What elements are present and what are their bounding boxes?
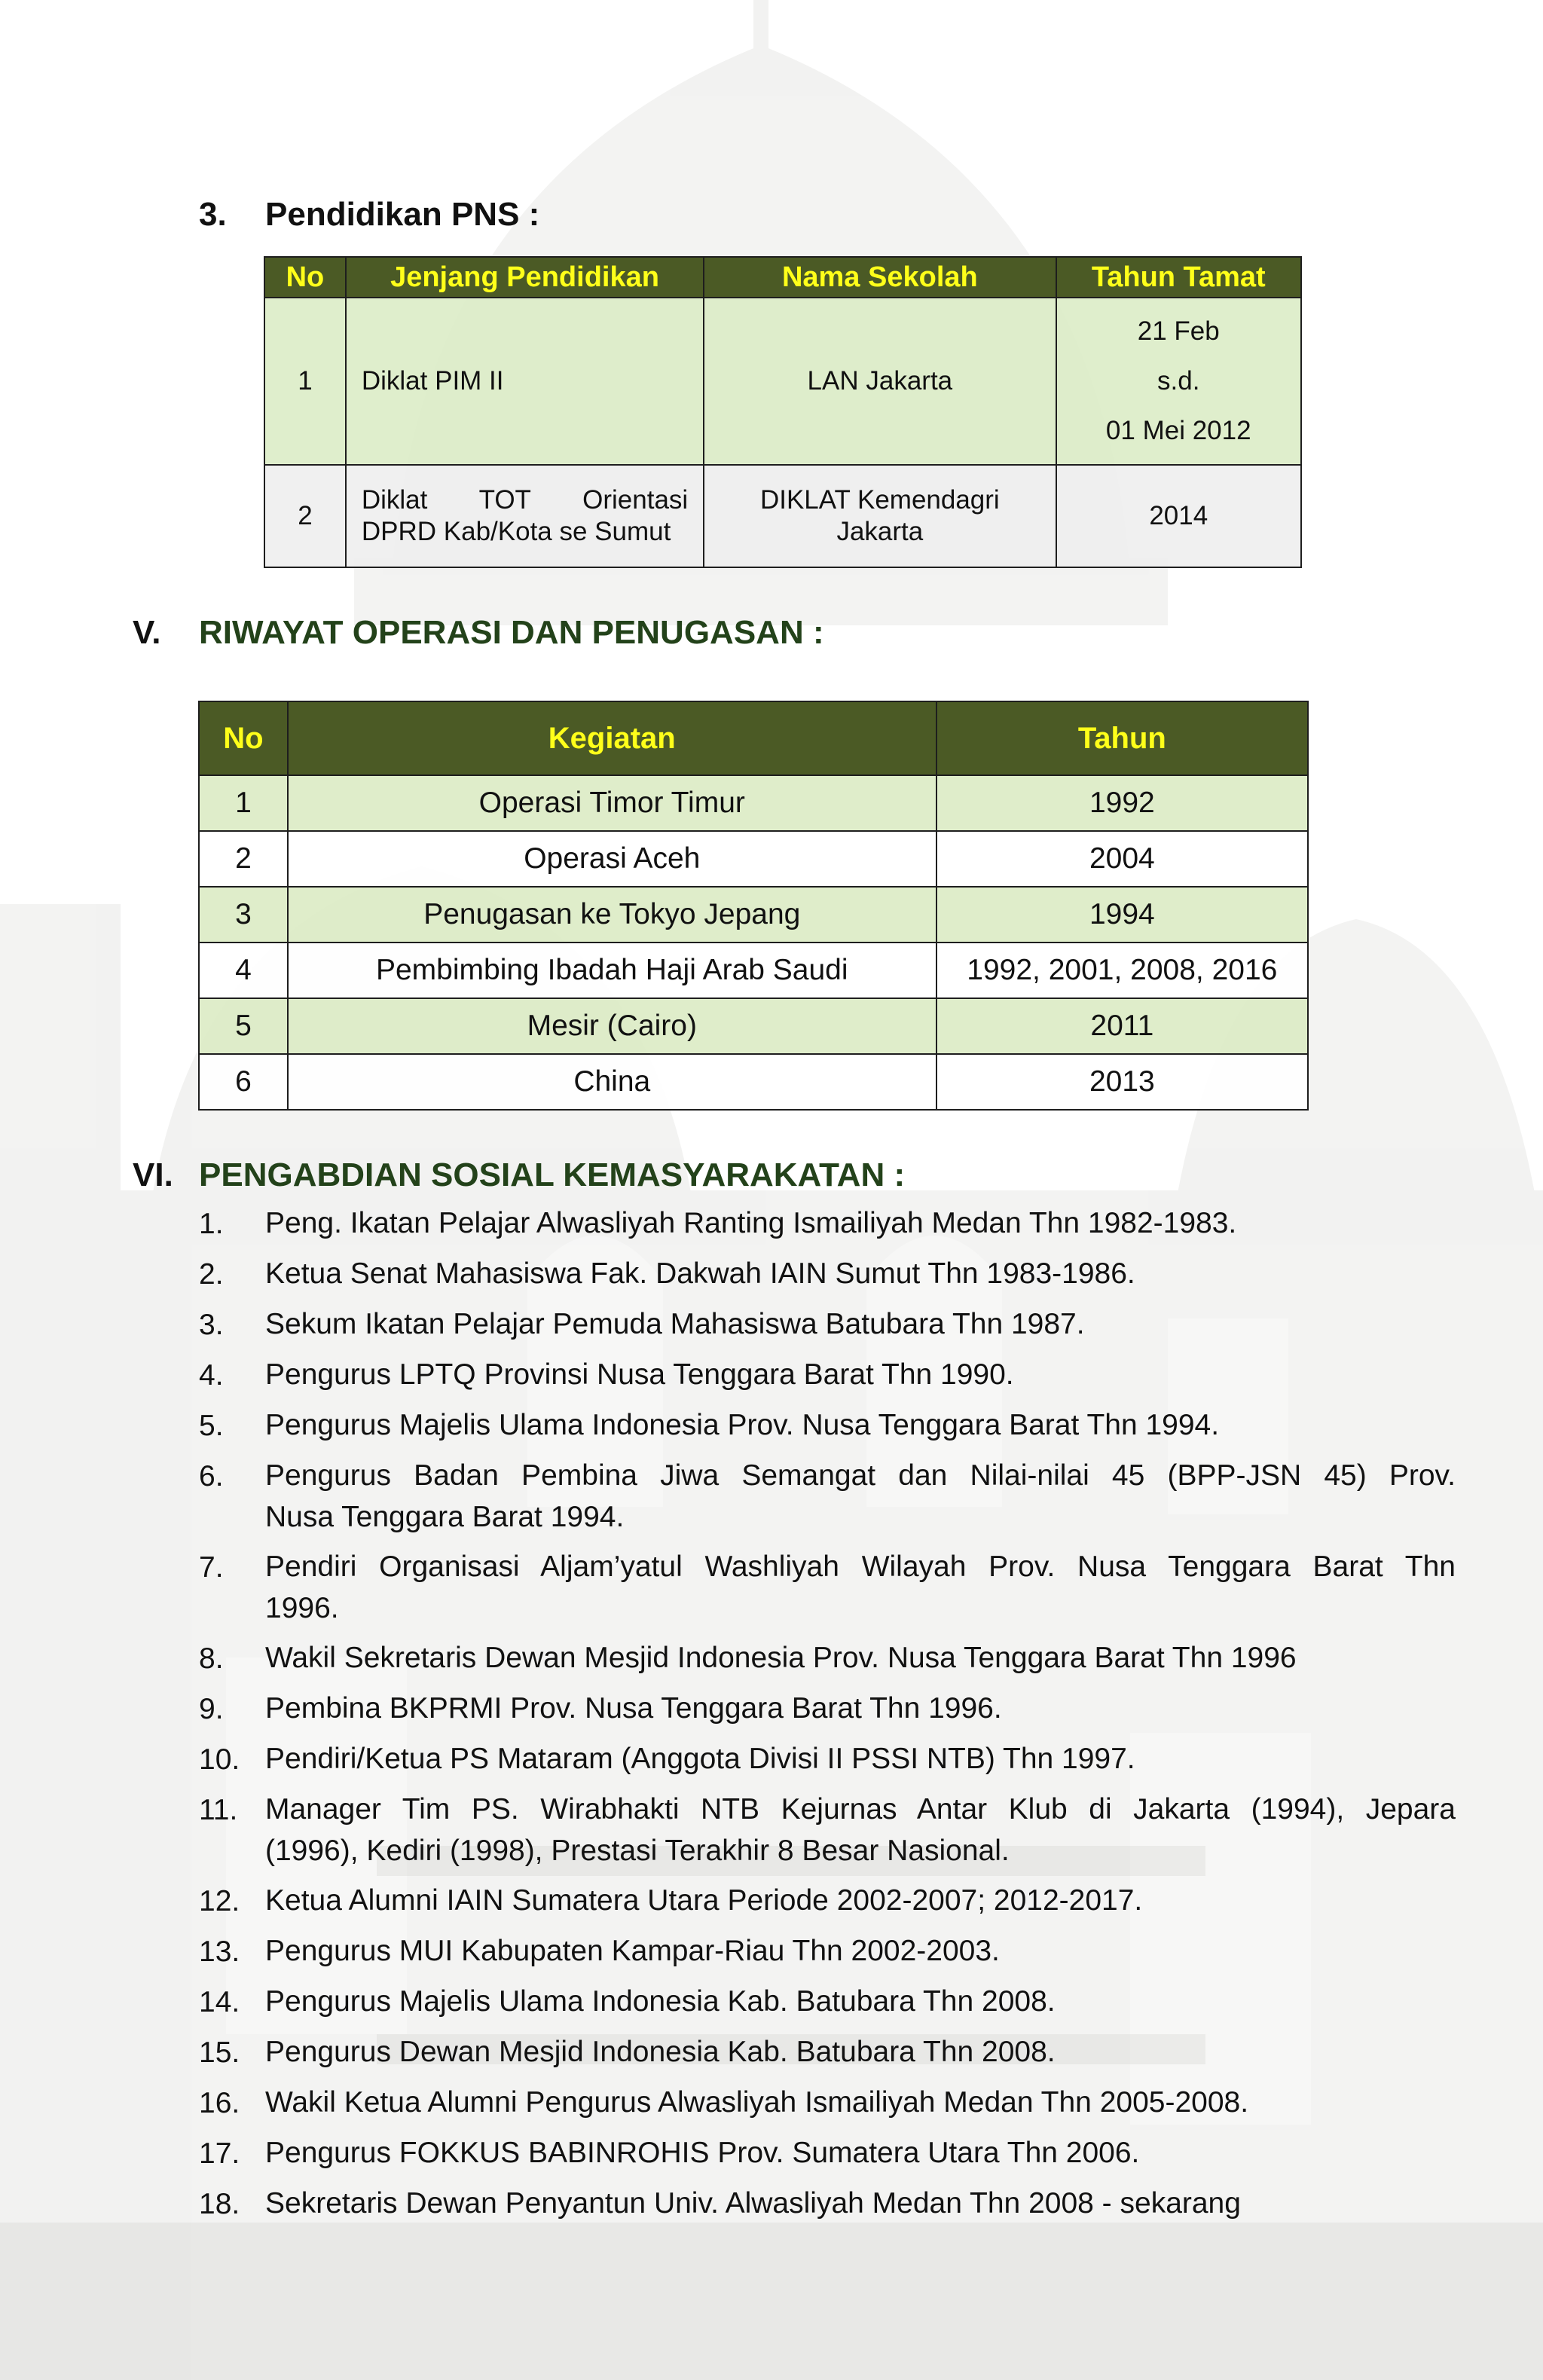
cell-no: 6 [199,1054,288,1110]
table-row [264,298,1301,465]
list-item-number: 17. [199,2137,240,2170]
cell-kegiatan: Penugasan ke Tokyo Jepang [288,887,936,943]
section-v-number: V. [133,614,161,651]
cell-tahun [1056,298,1302,465]
tahun-line: 21 Feb [1137,316,1220,346]
jenjang-line: DPRD Kab/Kota se Sumut [361,517,671,546]
cell-jenjang [346,465,704,567]
list-item: Pendiri/Ketua PS Mataram (Anggota Divisi II PSSI NTB) Thn 1997. [265,1743,1135,1775]
list-item: Pengurus MUI Kabupaten Kampar-Riau Thn 2002-2003. [265,1935,1000,1967]
table-row [199,831,1308,887]
list-item: Peng. Ikatan Pelajar Alwasliyah Ranting Ismailiyah Medan Thn 1982-1983. [265,1207,1237,1239]
list-item-number: 7. [199,1551,224,1584]
cell-tahun: 2013 [936,1054,1308,1110]
list-item-line: (1996), Kediri (1998), Prestasi Terakhir 8 Besar Nasional. [265,1835,1010,1867]
list-item: Wakil Ketua Alumni Pengurus Alwasliyah Ismailiyah Medan Thn 2005-2008. [265,2086,1249,2119]
list-item-number: 16. [199,2087,240,2119]
cell-tahun: 1992 [936,775,1308,831]
list-item: Wakil Sekretaris Dewan Mesjid Indonesia Prov. Nusa Tenggara Barat Thn 1996 [265,1642,1297,1674]
list-item-line: Pengurus Badan Pembina Jiwa Semangat dan Nilai-nilai 45 (BPP-JSN 45) Prov. [265,1459,1456,1492]
cell-no: 2 [264,465,346,567]
list-item-line: Pendiri Organisasi Aljam’yatul Washliyah Wilayah Prov. Nusa Tenggara Barat Thn [265,1551,1456,1583]
tahun-line: s.d. [1157,366,1200,396]
section-vi-title: PENGABDIAN SOSIAL KEMASYARAKATAN : [199,1156,906,1193]
header-tahun: Tahun [936,701,1308,775]
tahun-line: 01 Mei 2012 [1105,416,1251,445]
list-item: Pengurus Majelis Ulama Indonesia Kab. Batubara Thn 2008. [265,1985,1056,2018]
list-item-number: 1. [199,1208,224,1240]
cell-kegiatan: Operasi Timor Timur [288,775,936,831]
sekolah-line: Jakarta [836,517,924,546]
table-row [199,1054,1308,1110]
cell-jenjang: Diklat PIM II [346,298,704,465]
header-kegiatan: Kegiatan [288,701,936,775]
jenjang-line: Diklat TOT Orientasi [361,485,689,515]
cell-no: 1 [199,775,288,831]
list-item-number: 12. [199,1885,240,1917]
cell-kegiatan: Mesir (Cairo) [288,998,936,1054]
list-item-number: 11. [199,1794,238,1826]
list-item: Ketua Alumni IAIN Sumatera Utara Periode 2002-2007; 2012-2017. [265,1884,1143,1917]
table-row [199,998,1308,1054]
header-jenjang: Jenjang Pendidikan [346,257,704,298]
table-header-row [264,257,1301,298]
header-sekolah: Nama Sekolah [704,257,1056,298]
list-item-line: Nusa Tenggara Barat 1994. [265,1501,625,1533]
cell-kegiatan: Pembimbing Ibadah Haji Arab Saudi [288,943,936,998]
list-item: Pengurus FOKKUS BABINROHIS Prov. Sumatera Utara Thn 2006. [265,2137,1140,2169]
list-item-number: 5. [199,1410,224,1442]
list-item: Sekum Ikatan Pelajar Pemuda Mahasiswa Batubara Thn 1987. [265,1308,1085,1340]
list-item: Pengurus Majelis Ulama Indonesia Prov. Nusa Tenggara Barat Thn 1994. [265,1409,1220,1441]
table-row [264,465,1301,567]
riwayat-operasi-table [198,701,1309,1111]
section-vi-number: VI. [133,1156,173,1193]
cell-no: 1 [264,298,346,465]
list-item: Ketua Senat Mahasiswa Fak. Dakwah IAIN Sumut Thn 1983-1986. [265,1257,1135,1290]
sekolah-line: DIKLAT Kemendagri [759,485,1000,515]
cell-tahun: 2014 [1056,465,1302,567]
table-row [199,887,1308,943]
section-3-title: Pendidikan PNS : [265,196,540,233]
cell-sekolah [704,465,1056,567]
cell-kegiatan: China [288,1054,936,1110]
cell-no: 3 [199,887,288,943]
list-item: Sekretaris Dewan Penyantun Univ. Alwasliyah Medan Thn 2008 - sekarang [265,2187,1241,2220]
list-item-number: 14. [199,1986,240,2018]
cell-no: 5 [199,998,288,1054]
header-no: No [264,257,346,298]
header-no: No [199,701,288,775]
cell-tahun: 1994 [936,887,1308,943]
list-item-number: 3. [199,1309,224,1341]
list-item-line: 1996. [265,1592,339,1624]
list-item: Pembina BKPRMI Prov. Nusa Tenggara Barat Thn 1996. [265,1692,1002,1725]
table-row [199,943,1308,998]
cell-tahun: 2004 [936,831,1308,887]
table-header-row [199,701,1308,775]
list-item: Pengurus LPTQ Provinsi Nusa Tenggara Barat Thn 1990. [265,1358,1014,1391]
list-item-number: 2. [199,1258,224,1291]
list-item-number: 15. [199,2036,240,2069]
cell-sekolah: LAN Jakarta [704,298,1056,465]
header-tahun: Tahun Tamat [1056,257,1302,298]
table-row [199,775,1308,831]
list-item-number: 6. [199,1460,224,1492]
cell-no: 4 [199,943,288,998]
section-v-title: RIWAYAT OPERASI DAN PENUGASAN : [199,614,824,651]
cell-kegiatan: Operasi Aceh [288,831,936,887]
list-item-line: Manager Tim PS. Wirabhakti NTB Kejurnas Antar Klub di Jakarta (1994), Jepara [265,1793,1456,1825]
pendidikan-pns-table [264,256,1302,568]
list-item-number: 9. [199,1693,224,1725]
list-item-number: 13. [199,1935,240,1968]
list-item-number: 10. [199,1743,240,1776]
cell-tahun: 2011 [936,998,1308,1054]
list-item: Pengurus Dewan Mesjid Indonesia Kab. Batubara Thn 2008. [265,2036,1056,2068]
list-item-number: 8. [199,1642,224,1675]
cell-tahun: 1992, 2001, 2008, 2016 [936,943,1308,998]
section-3-number: 3. [199,196,227,233]
list-item-number: 4. [199,1359,224,1392]
cell-no: 2 [199,831,288,887]
list-item-number: 18. [199,2188,240,2220]
